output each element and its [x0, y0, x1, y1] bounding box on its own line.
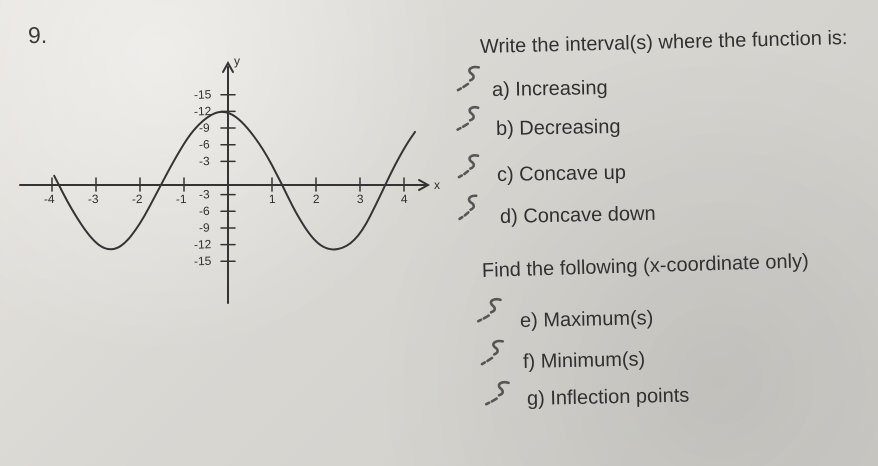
- handwritten-mark-icon: [473, 295, 513, 328]
- interval-instruction: Write the interval(s) where the function is:: [479, 27, 848, 58]
- y-axis-label: y: [234, 54, 240, 68]
- y-tick-label: -3: [198, 153, 210, 169]
- x-tick-label: -3: [87, 191, 99, 207]
- x-tick-label: -1: [175, 191, 187, 207]
- question-maximums: e) Maximum(s): [519, 307, 654, 332]
- question-inflection-points: g) Inflection points: [526, 384, 690, 410]
- x-tick-label: -2: [131, 191, 143, 207]
- y-tick-label: -12: [193, 237, 212, 252]
- question-increasing: a) Increasing: [491, 76, 608, 101]
- question-concave-down: d) Concave down: [499, 202, 656, 228]
- handwritten-mark-icon: [452, 149, 493, 184]
- handwritten-mark-icon: [452, 189, 494, 225]
- y-tick-label: -15: [193, 253, 212, 269]
- y-tick-label: -15: [193, 87, 212, 102]
- x-tick-label: 1: [268, 191, 276, 207]
- handwritten-mark-icon: [481, 378, 521, 411]
- y-tick-label: -6: [198, 203, 210, 219]
- x-tick-label: -4: [43, 191, 55, 207]
- question-panel: [430, 27, 860, 436]
- problem-number: 9.: [27, 21, 48, 49]
- function-graph: [18, 55, 448, 325]
- handwritten-mark-icon: [452, 102, 492, 136]
- handwritten-mark-icon: [451, 62, 492, 97]
- question-decreasing: b) Decreasing: [495, 115, 621, 140]
- y-tick-label: -3: [198, 187, 210, 202]
- x-tick-label: 2: [312, 191, 320, 207]
- x-tick-label: 4: [400, 191, 408, 207]
- y-tick-label: -12: [193, 103, 212, 119]
- question-concave-up: c) Concave up: [496, 161, 627, 186]
- graph-container: [18, 55, 448, 325]
- y-tick-label: -9: [198, 120, 210, 136]
- x-tick-label: 3: [356, 191, 364, 207]
- handwritten-mark-icon: [475, 336, 516, 371]
- question-minimums: f) Minimum(s): [522, 348, 646, 373]
- function-curve: [54, 112, 415, 250]
- y-tick-label: -6: [198, 137, 210, 152]
- y-tick-label: -9: [198, 220, 210, 235]
- x-axis-label: x: [434, 178, 440, 192]
- coordinate-instruction: Find the following (x-coordinate only): [481, 250, 809, 282]
